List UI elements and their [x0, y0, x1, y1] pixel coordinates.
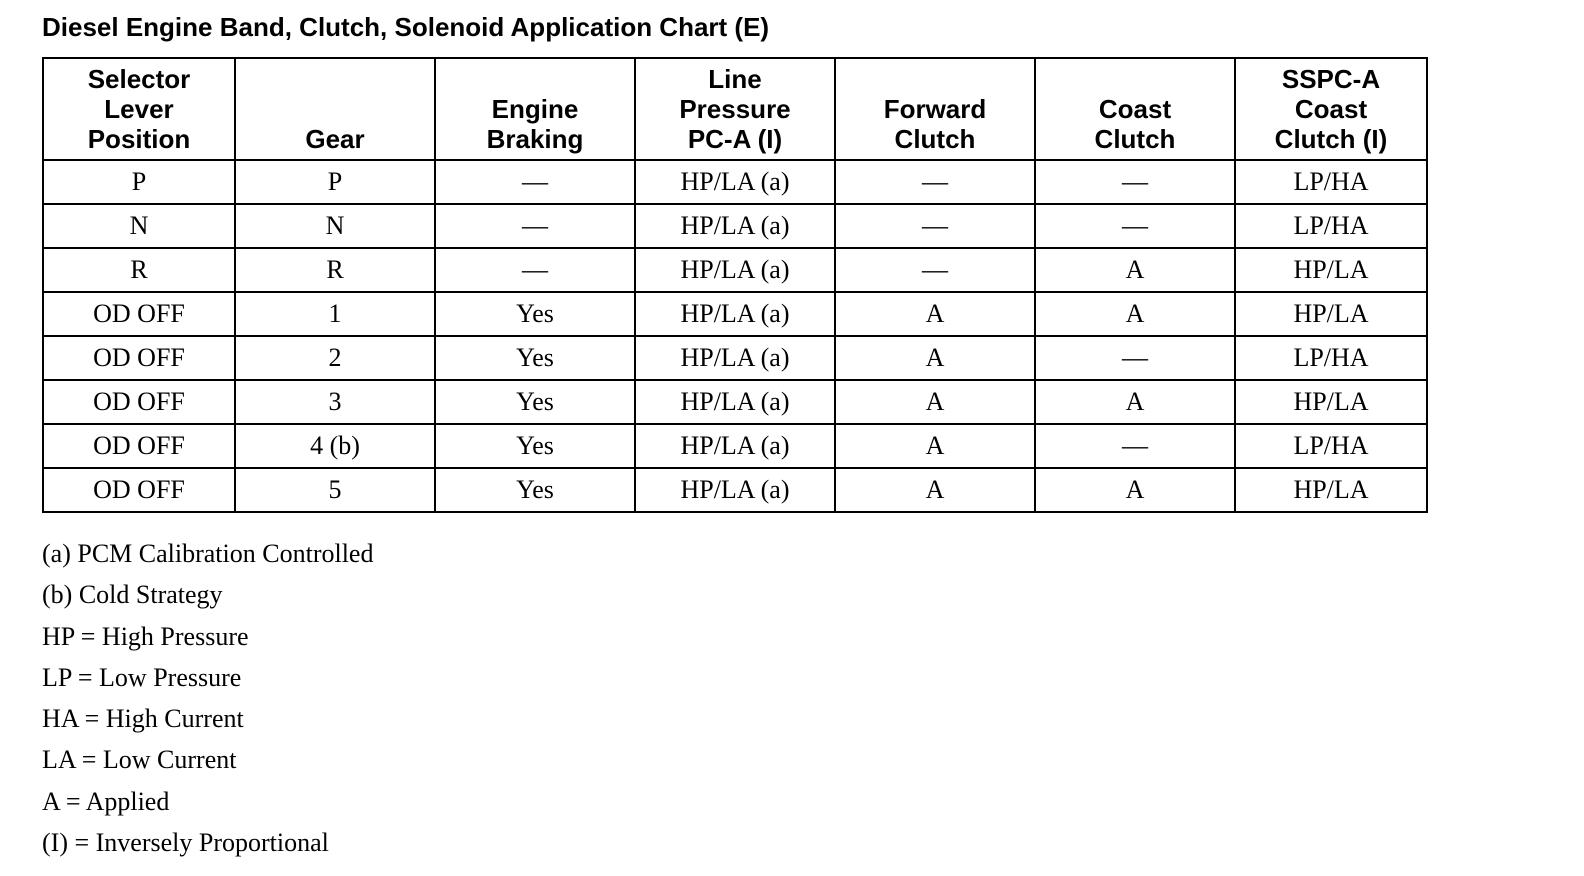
- table-cell: —: [1035, 204, 1235, 248]
- table-row: [43, 336, 1427, 380]
- table-cell: P: [43, 160, 235, 204]
- table-cell: OD OFF: [43, 380, 235, 424]
- header-gear: [235, 58, 435, 160]
- table-cell: A: [835, 380, 1035, 424]
- table-cell: 5: [235, 468, 435, 512]
- table-cell: A: [835, 336, 1035, 380]
- table-cell: HP/LA: [1235, 468, 1427, 512]
- note-item: A = Applied: [42, 786, 170, 816]
- table-cell: —: [835, 160, 1035, 204]
- table-cell: HP/LA: [1235, 248, 1427, 292]
- header-line: Coast: [1098, 94, 1172, 124]
- note-item: (I) = Inversely Proportional: [42, 828, 329, 858]
- table-cell: HP/LA (a): [635, 248, 835, 292]
- table-cell: A: [1035, 292, 1235, 336]
- table-cell: OD OFF: [43, 336, 235, 380]
- note-item: HP = High Pressure: [42, 621, 249, 651]
- table-cell: Yes: [435, 424, 635, 468]
- table-cell: —: [1035, 424, 1235, 468]
- header-line: Line: [708, 64, 762, 94]
- header-forward-clutch: [835, 58, 1035, 160]
- table-cell: 2: [235, 336, 435, 380]
- table-row: [43, 204, 1427, 248]
- header-line: Position: [87, 124, 191, 154]
- table-cell: HP/LA (a): [635, 424, 835, 468]
- table-row: [43, 468, 1427, 512]
- table-row: [43, 424, 1427, 468]
- table-cell: 4 (b): [235, 424, 435, 468]
- table-cell: P: [235, 160, 435, 204]
- table-cell: —: [835, 248, 1035, 292]
- header-line: Clutch: [894, 124, 976, 154]
- header-selector-lever-position: [43, 58, 235, 160]
- header-line: Pressure: [679, 94, 791, 124]
- header-sspc-a-coast-clutch: [1235, 58, 1427, 160]
- table-cell: Yes: [435, 380, 635, 424]
- table-cell: N: [235, 204, 435, 248]
- table-cell: 3: [235, 380, 435, 424]
- application-chart-table: [42, 57, 1428, 513]
- table-cell: OD OFF: [43, 468, 235, 512]
- table-cell: —: [435, 160, 635, 204]
- table-cell: R: [235, 248, 435, 292]
- table-cell: A: [1035, 248, 1235, 292]
- table-row: [43, 160, 1427, 204]
- page-title: Diesel Engine Band, Clutch, Solenoid Application Chart (E): [42, 12, 770, 42]
- header-line: Clutch (I): [1274, 124, 1388, 154]
- table-cell: —: [835, 204, 1035, 248]
- table-cell: LP/HA: [1235, 204, 1427, 248]
- table-cell: HP/LA (a): [635, 160, 835, 204]
- table-cell: HP/LA (a): [635, 468, 835, 512]
- table-cell: LP/HA: [1235, 160, 1427, 204]
- header-row: [43, 58, 1427, 160]
- table-cell: LP/HA: [1235, 424, 1427, 468]
- note-item: (a) PCM Calibration Controlled: [42, 539, 374, 568]
- table-cell: A: [1035, 468, 1235, 512]
- note-item: (b) Cold Strategy: [42, 580, 223, 610]
- table-cell: HP/LA: [1235, 292, 1427, 336]
- header-line: Selector: [87, 64, 191, 94]
- table-row: [43, 380, 1427, 424]
- table-cell: A: [835, 424, 1035, 468]
- header-engine-braking: [435, 58, 635, 160]
- table-cell: —: [1035, 336, 1235, 380]
- table-cell: HP/LA (a): [635, 380, 835, 424]
- table-cell: HP/LA (a): [635, 204, 835, 248]
- table-cell: —: [435, 204, 635, 248]
- table-cell: Yes: [435, 468, 635, 512]
- note-item: LA = Low Current: [42, 745, 237, 775]
- header-coast-clutch: [1035, 58, 1235, 160]
- table-row: [43, 292, 1427, 336]
- header-line: Engine: [491, 94, 579, 124]
- table-cell: N: [43, 204, 235, 248]
- table-cell: A: [1035, 380, 1235, 424]
- legend-notes: [42, 533, 373, 863]
- table-cell: OD OFF: [43, 424, 235, 468]
- note-item: HA = High Current: [42, 704, 244, 734]
- header-line: Gear: [305, 124, 365, 154]
- table-cell: R: [43, 248, 235, 292]
- table-cell: HP/LA (a): [635, 336, 835, 380]
- table-cell: OD OFF: [43, 292, 235, 336]
- table-row: [43, 248, 1427, 292]
- table-cell: Yes: [435, 292, 635, 336]
- table-cell: HP/LA: [1235, 380, 1427, 424]
- header-line: Forward: [883, 94, 987, 124]
- header-line: SSPC-A: [1281, 64, 1381, 94]
- header-line: PC-A (I): [687, 124, 783, 154]
- header-line: Braking: [486, 124, 584, 154]
- table-cell: 1: [235, 292, 435, 336]
- header-line: Coast: [1294, 94, 1368, 124]
- header-line: Lever: [104, 94, 174, 124]
- table-cell: A: [835, 468, 1035, 512]
- header-line: Clutch: [1094, 124, 1176, 154]
- table-cell: Yes: [435, 336, 635, 380]
- table-cell: —: [1035, 160, 1235, 204]
- table-cell: —: [435, 248, 635, 292]
- header-line-pressure: [635, 58, 835, 160]
- table-cell: LP/HA: [1235, 336, 1427, 380]
- table-cell: HP/LA (a): [635, 292, 835, 336]
- note-item: LP = Low Pressure: [42, 662, 242, 692]
- table-cell: A: [835, 292, 1035, 336]
